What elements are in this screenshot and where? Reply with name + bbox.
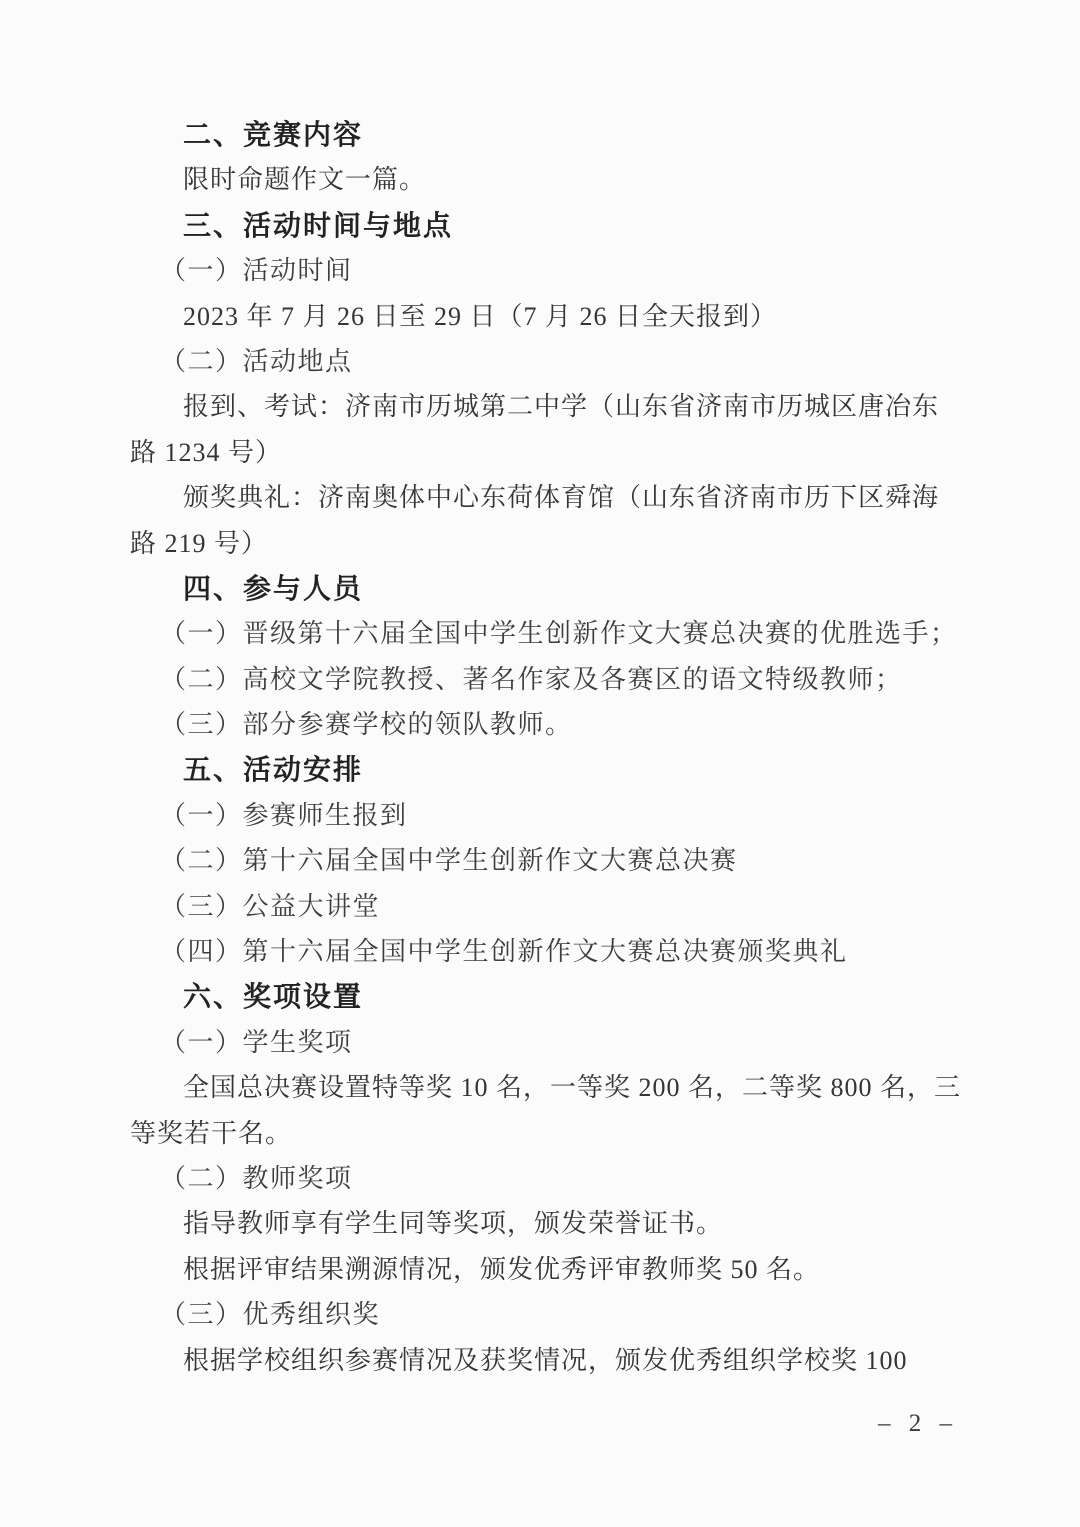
body-text-line: 限时命题作文一篇。 bbox=[183, 165, 427, 195]
subheading-line: （四）第十六届全国中学生创新作文大赛总决赛颁奖典礼 bbox=[160, 937, 848, 967]
subheading-line: （二）第十六届全国中学生创新作文大赛总决赛 bbox=[160, 846, 738, 876]
body-text-line: 路 219 号） bbox=[130, 528, 269, 558]
section-heading-line: 五、活动安排 bbox=[183, 754, 364, 786]
body-text-line: 报到、考试：济南市历城第二中学（山东省济南市历城区唐冶东 bbox=[183, 392, 940, 422]
body-text-line: 等奖若干名。 bbox=[130, 1118, 293, 1148]
subheading-line: （一）晋级第十六届全国中学生创新作文大赛总决赛的优胜选手； bbox=[160, 619, 958, 649]
section-heading-line: 三、活动时间与地点 bbox=[183, 209, 454, 241]
body-text-line: 指导教师享有学生同等奖项，颁发荣誉证书。 bbox=[183, 1209, 724, 1239]
body-text-line: 根据评审结果溯源情况，颁发优秀评审教师奖 50 名。 bbox=[183, 1254, 821, 1284]
section-heading-line: 四、参与人员 bbox=[183, 572, 364, 604]
subheading-line: （一）活动时间 bbox=[160, 256, 353, 286]
body-text-line: 全国总决赛设置特等奖 10 名，一等奖 200 名，二等奖 800 名，三 bbox=[183, 1073, 962, 1103]
subheading-line: （三）部分参赛学校的领队教师。 bbox=[160, 710, 573, 740]
subheading-line: （二）教师奖项 bbox=[160, 1163, 353, 1193]
page-number: – 2 – bbox=[878, 1410, 958, 1437]
subheading-line: （三）公益大讲堂 bbox=[160, 891, 381, 921]
document-body bbox=[130, 112, 962, 1383]
body-text-line: 根据学校组织参赛情况及获奖情况，颁发优秀组织学校奖 100 bbox=[183, 1345, 908, 1375]
body-text-line: 颁奖典礼：济南奥体中心东荷体育馆（山东省济南市历下区舜海 bbox=[183, 483, 940, 513]
subheading-line: （一）参赛师生报到 bbox=[160, 800, 408, 830]
subheading-line: （二）高校文学院教授、著名作家及各赛区的语文特级教师； bbox=[160, 664, 903, 694]
body-text-line: 2023 年 7 月 26 日至 29 日（7 月 26 日全天报到） bbox=[183, 301, 778, 331]
subheading-line: （二）活动地点 bbox=[160, 346, 353, 376]
body-text-line: 路 1234 号） bbox=[130, 437, 283, 467]
section-heading-line: 二、竞赛内容 bbox=[183, 119, 364, 150]
subheading-line: （一）学生奖项 bbox=[160, 1027, 353, 1057]
subheading-line: （三）优秀组织奖 bbox=[160, 1300, 381, 1330]
section-heading-line: 六、奖项设置 bbox=[183, 981, 364, 1013]
